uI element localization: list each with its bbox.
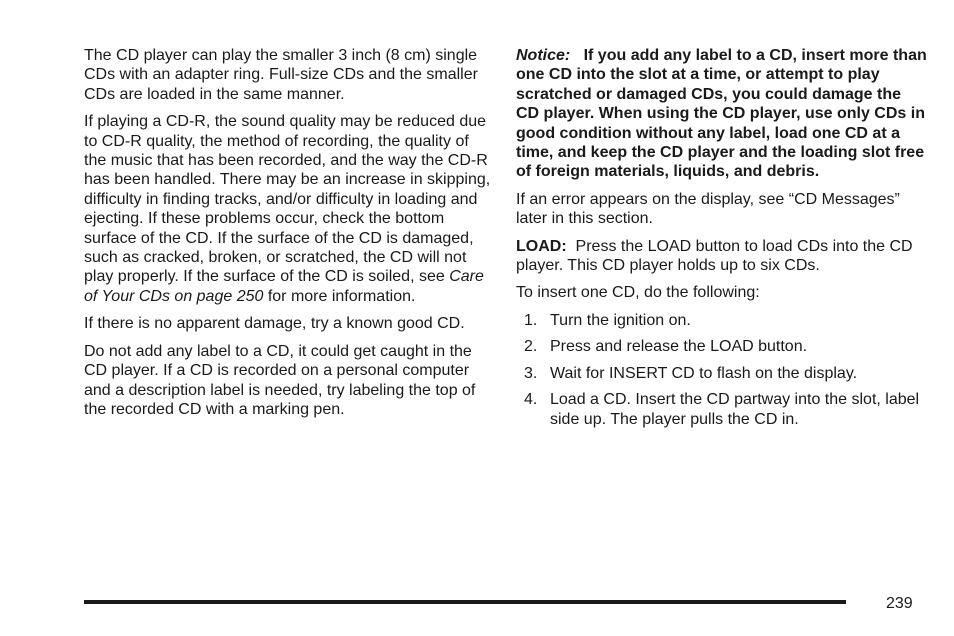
list-item: 1. Turn the ignition on. bbox=[524, 311, 691, 329]
list-item: 2. Press and release the LOAD button. bbox=[524, 338, 808, 356]
paragraph-error-display: If an error appears on the display, see “CD Messages” later in this section. bbox=[516, 190, 900, 228]
footer-rule bbox=[84, 600, 846, 604]
load-label: LOAD: bbox=[516, 237, 567, 255]
list-item: 3. Wait for INSERT CD to flash on the display. bbox=[524, 364, 858, 382]
page-number: 239 bbox=[886, 595, 913, 612]
load-text: Press the LOAD button to load CDs into the CD player. This CD player holds up to six CDs. bbox=[516, 237, 913, 275]
right-column bbox=[516, 46, 928, 436]
paragraph-load bbox=[516, 237, 928, 276]
notice-label: Notice: bbox=[516, 47, 571, 64]
list-item: 4. Load a CD. Insert the CD partway into the slot, label side up. The player pulls the CD in. bbox=[524, 391, 920, 428]
notice-text: If you add any label to a CD, insert more than one CD into the slot at a time, or attempt to play scratched or damaged CDs, you could damage the CD player. When using the CD player, use only CDs in good condition without any label, load one CD at a time, and keep the CD player and the loading slot free of foreign materials, liquids, and debris. bbox=[516, 47, 927, 181]
left-column bbox=[84, 46, 494, 427]
notice-paragraph bbox=[516, 46, 928, 182]
insert-steps-list bbox=[516, 311, 928, 429]
paragraph-adapter-ring: The CD player can play the smaller 3 inch (8 cm) single CDs with an adapter ring. Full-size CDs and the smaller CDs are loaded in the same manner. bbox=[84, 47, 478, 103]
paragraph-cd-r-quality bbox=[84, 112, 494, 306]
paragraph-label-warning: Do not add any label to a CD, it could get caught in the CD player. If a CD is recorded on a personal computer and a description label is needed, try labeling the top of the recorded CD with a marking pen. bbox=[84, 342, 476, 418]
care-of-cds-reference: Care of Your CDs on page 250 bbox=[84, 268, 484, 305]
cd-r-text-end: for more information. bbox=[263, 287, 416, 305]
paragraph-known-good-cd: If there is no apparent damage, try a known good CD. bbox=[84, 315, 465, 333]
cd-r-text: If playing a CD-R, the sound quality may be reduced due to CD-R quality, the method of recording, the quality of the music that has been recorded, and the way the CD-R has been handled. There may be an increase in skipping, difficulty in finding tracks, and/or difficulty in loading and ejecting. If these problems occur, check the bottom surface of the CD. If the surface of the CD is damaged, such as cracked, broken, or scratched, the CD will not play properly. If the surface of the CD is soiled, see bbox=[84, 113, 491, 286]
paragraph-insert-intro: To insert one CD, do the following: bbox=[516, 284, 760, 302]
